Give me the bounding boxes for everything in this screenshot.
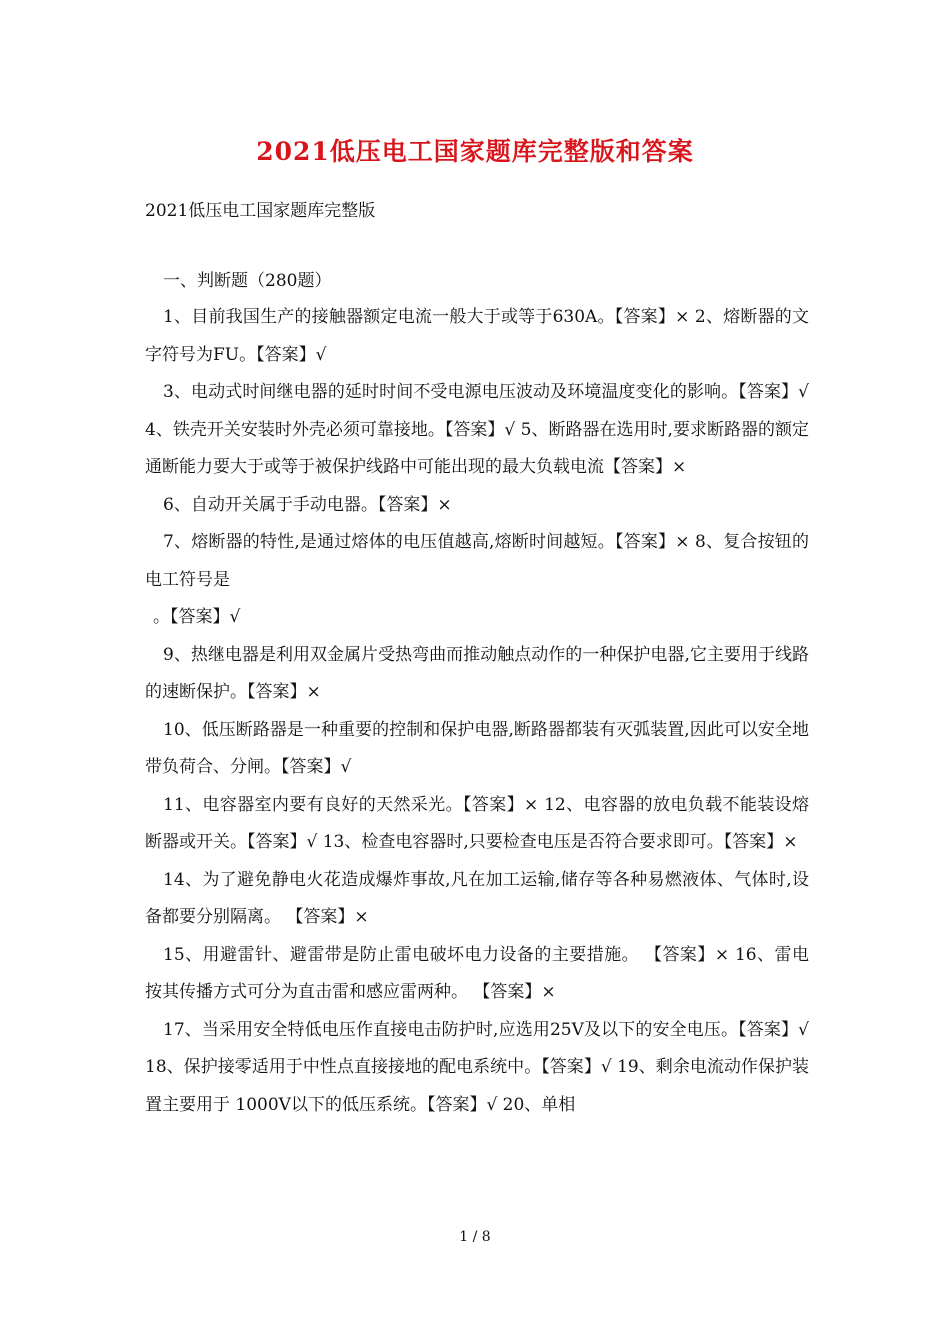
paragraph: 6、自动开关属于手动电器。【答案】×: [163, 494, 452, 515]
document-title: 2021低压电工国家题库完整版和答案: [256, 137, 694, 166]
paragraph: 1、目前我国生产的接触器额定电流一般大于或等于630A。【答案】× 2、熔断器的文字符号为FU。【答案】√: [145, 307, 809, 365]
section-heading: 一、判断题（280题）: [163, 271, 332, 291]
question-list: [145, 299, 809, 1124]
paragraph: 17、当采用安全特低电压作直接电击防护时,应选用25V及以下的安全电压。【答案】√ 18、保护接零适用于中性点直接接地的配电系统中。【答案】√ 19、剩余电流动作保护装置主要用于 1000V以下的低压系统。【答案】√ 20、单相: [145, 1019, 809, 1115]
document-subtitle: 2021低压电工国家题库完整版: [145, 201, 376, 221]
paragraph: 3、电动式时间继电器的延时时间不受电源电压波动及环境温度变化的影响。【答案】√ 4、铁壳开关安装时外壳必须可靠接地。【答案】√ 5、断路器在选用时,要求断路器的额定通断能力要大于或等于被保护线路中可能出现的最大负载电流【答案】×: [145, 382, 809, 477]
paragraph: 10、低压断路器是一种重要的控制和保护电器,断路器都装有灭弧装置,因此可以安全地带负荷合、分闸。【答案】√: [145, 719, 809, 777]
paragraph: 11、电容器室内要有良好的天然采光。【答案】× 12、电容器的放电负载不能装设熔断器或开关。【答案】√ 13、检查电容器时,只要检查电压是否符合要求即可。【答案】×: [145, 794, 809, 852]
paragraph: 14、为了避免静电火花造成爆炸事故,凡在加工运输,储存等各种易燃液体、气体时,设备都要分别隔离。 【答案】×: [145, 869, 809, 927]
paragraph: 9、热继电器是利用双金属片受热弯曲而推动触点动作的一种保护电器,它主要用于线路的速断保护。【答案】×: [145, 644, 809, 702]
paragraph: 。【答案】√: [153, 607, 241, 627]
paragraph: 15、用避雷针、避雷带是防止雷电破坏电力设备的主要措施。 【答案】× 16、雷电按其传播方式可分为直击雷和感应雷两种。 【答案】×: [145, 944, 809, 1002]
page-number: 1 / 8: [459, 1229, 491, 1245]
paragraph: 7、熔断器的特性,是通过熔体的电压值越高,熔断时间越短。【答案】× 8、复合按钮的电工符号是: [145, 532, 809, 590]
